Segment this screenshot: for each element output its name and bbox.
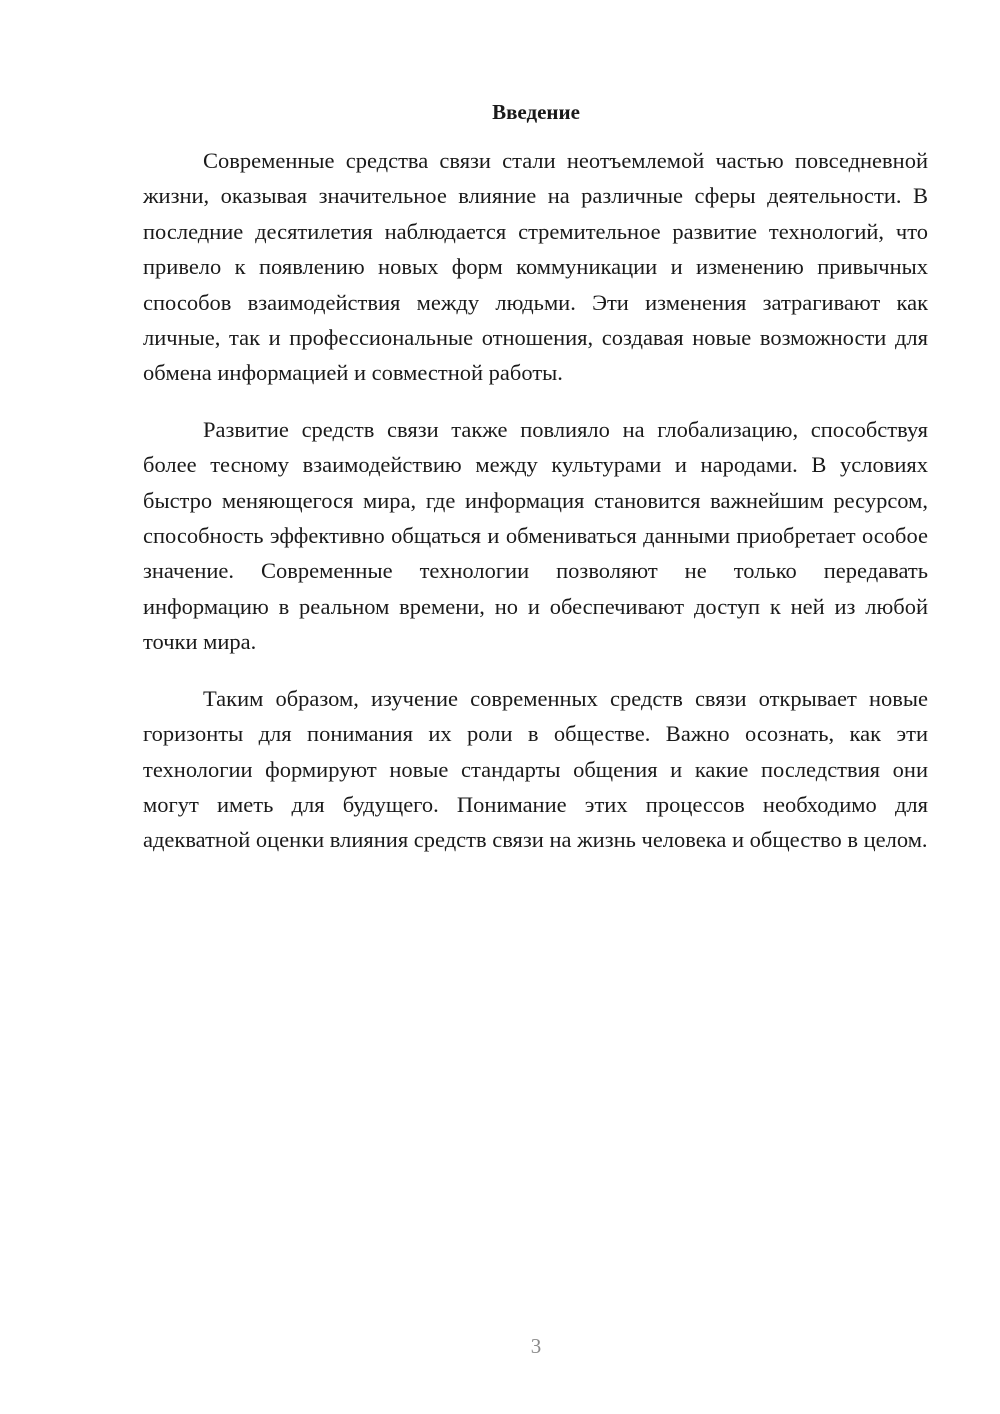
paragraph-2: Развитие средств связи также повлияло на глобализацию, способствуя более тесному взаимодействию между культурами и народами. В условиях быстро меняющегося мира, где информация становится важнейшим ресурсом, способность эффективно общаться и обмениваться данными приобретает особое значение. Современные технологии позволяют не только передавать информацию в реальном времени, но и обеспечивают доступ к ней из любой точки мира. xyxy=(143,416,928,655)
paragraph-3: Таким образом, изучение современных средств связи открывает новые горизонты для понимания их роли в обществе. Важно осознать, как эти технологии формируют новые стандарты общения и какие последствия они могут иметь для будущего. Понимание этих процессов необходимо для адекватной оценки влияния средств связи на жизнь человека и общество в целом. xyxy=(143,685,928,853)
paragraph-1: Современные средства связи стали неотъемлемой частью повседневной жизни, оказывая значительное влияние на различные сферы деятельности. В последние десятилетия наблюдается стремительное развитие технологий, что привело к появлению новых форм коммуникации и изменению привычных способов взаимодействия между людьми. Эти изменения затрагивают как личные, так и профессиональные отношения, создавая новые возможности для обмена информацией и совместной работы. xyxy=(143,148,928,386)
page-number: 3 xyxy=(530,1334,542,1358)
document-body xyxy=(143,143,928,879)
page-title: Введение xyxy=(492,100,580,124)
